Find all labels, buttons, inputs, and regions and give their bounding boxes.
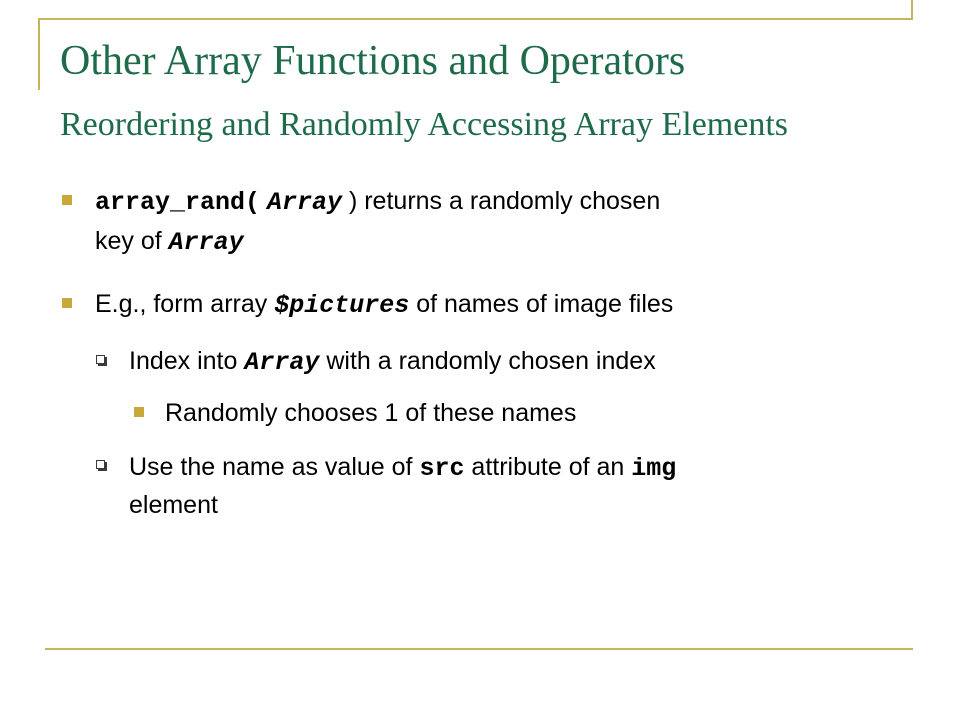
- slide-title: Other Array Functions and Operators: [60, 38, 686, 84]
- code-pictures: $pictures: [274, 291, 410, 320]
- bullet-1-text: returns a randomly chosen: [364, 187, 661, 215]
- bullet-2-line: [95, 289, 673, 321]
- sub-sub-text: Randomly chooses 1 of these names: [165, 399, 577, 427]
- bullet-square-icon: [62, 298, 72, 308]
- bullet-1-text-2: key of: [95, 227, 162, 255]
- code-img: img: [631, 454, 677, 483]
- bullet-2-text-before: E.g., form array: [95, 290, 268, 318]
- sub-sub-bullet-line: [165, 398, 576, 428]
- left-divider: [38, 18, 40, 90]
- code-src: src: [419, 454, 465, 483]
- sub-bullet-1-line: [129, 346, 656, 378]
- right-divider: [911, 0, 913, 20]
- sub-1-text-before: Index into: [129, 347, 238, 375]
- hollow-square-bullet-icon: [96, 460, 105, 469]
- code-array: Array: [168, 228, 244, 257]
- bullet-square-icon: [62, 195, 72, 205]
- sub-1-text-after: with a randomly chosen index: [326, 347, 656, 375]
- bullet-1-line-1: [95, 186, 660, 218]
- bottom-divider: [45, 648, 913, 650]
- sub-2-text-mid: attribute of an: [471, 453, 625, 481]
- top-divider: [38, 18, 913, 20]
- paren: ): [348, 187, 358, 215]
- hollow-square-bullet-icon: [96, 355, 105, 364]
- sub-bullet-2-line-1: [129, 452, 676, 484]
- bullet-square-icon: [134, 407, 144, 417]
- bullet-1-line-2: [95, 226, 244, 258]
- code-array-rand: array_rand(: [95, 188, 261, 217]
- sub-bullet-2-line-2: [129, 490, 218, 520]
- sub-2-text-line-2: element: [129, 491, 218, 519]
- bullet-2-text-after: of names of image files: [416, 290, 674, 318]
- code-array-arg: Array: [266, 188, 342, 217]
- code-array: Array: [244, 348, 320, 377]
- sub-2-text-before: Use the name as value of: [129, 453, 413, 481]
- slide-subtitle: Reordering and Randomly Accessing Array Elements: [60, 106, 788, 143]
